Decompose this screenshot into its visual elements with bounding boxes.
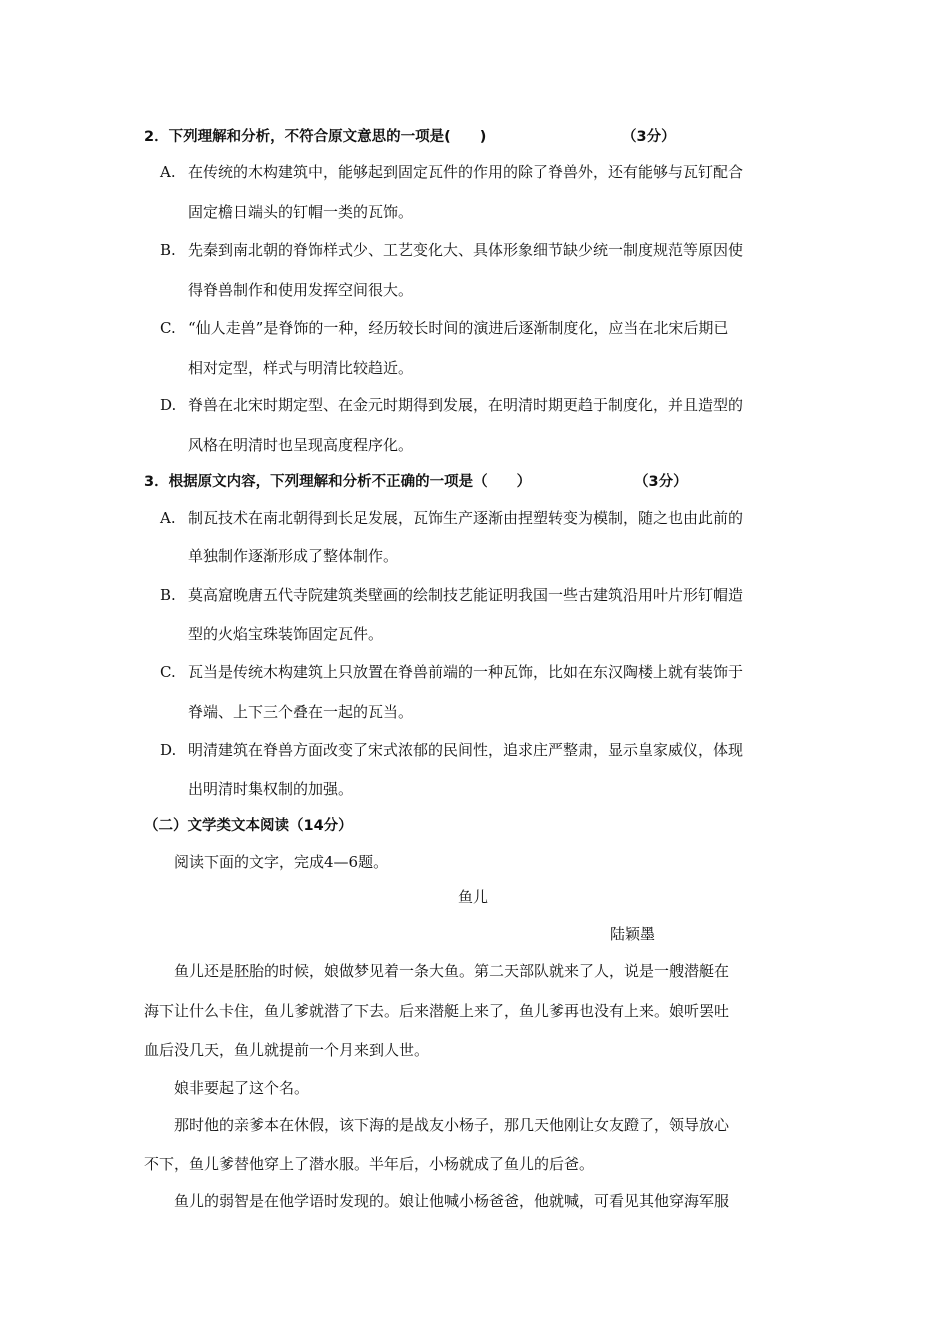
option-text: 瓦当是传统木构建筑上只放置在脊兽前端的一种瓦饰，比如在东汉陶楼上就有装饰于: [188, 663, 744, 681]
question-2-option-b-cont: 得脊兽制作和使用发挥空间很大。: [188, 281, 414, 299]
paragraph-line: 鱼儿的弱智是在他学语时发现的。娘让他喊小杨爸爸，他就喊，可看见其他穿海军服: [174, 1192, 730, 1210]
question-3-option-a: [160, 508, 743, 528]
option-text: 明清建筑在脊兽方面改变了宋式浓郁的民间性，追求庄严整肃，显示皇家威仪，体现: [188, 741, 744, 759]
paragraph-line: 娘非要起了这个名。: [174, 1079, 310, 1097]
option-letter: D.: [160, 396, 177, 414]
question-3-option-b-cont: 型的火焰宝珠装饰固定瓦件。: [188, 625, 384, 643]
question-2-text: 2．下列理解和分析，不符合原文意思的一项是( ): [144, 129, 487, 145]
question-3-text: 3．根据原文内容，下列理解和分析不正确的一项是（ ）: [144, 474, 532, 490]
option-text: 先秦到南北朝的脊饰样式少、工艺变化大、具体形象细节缺少统一制度规范等原因使: [188, 241, 744, 259]
question-2-option-b: [160, 240, 743, 260]
option-letter: D.: [160, 741, 177, 759]
question-3-option-b: [160, 585, 743, 605]
option-letter: A.: [160, 163, 176, 181]
question-3-stem: [144, 472, 531, 492]
story-author: 陆颖墨: [610, 925, 656, 943]
paragraph-line: 不下，鱼儿爹替他穿上了潜水服。半年后，小杨就成了鱼儿的后爸。: [144, 1155, 595, 1173]
option-letter: A.: [160, 509, 176, 527]
paragraph-line: 鱼儿还是胚胎的时候，娘做梦见着一条大鱼。第二天部队就来了人，说是一艘潜艇在: [174, 962, 730, 980]
story-title: 鱼儿: [458, 888, 489, 906]
question-3-option-a-cont: 单独制作逐渐形成了整体制作。: [188, 547, 399, 565]
question-3-option-d-cont: 出明清时集权制的加强。: [188, 780, 354, 798]
question-2-stem: [144, 127, 486, 147]
section-heading: （二）文学类文本阅读（14分）: [144, 818, 353, 834]
question-2-option-a-cont: 固定檐日端头的钉帽一类的瓦饰。: [188, 203, 414, 221]
option-letter: C.: [160, 663, 176, 681]
option-text: 莫高窟晚唐五代寺院建筑类壁画的绘制技艺能证明我国一些古建筑沿用叶片形钉帽造: [188, 586, 744, 604]
option-text: 制瓦技术在南北朝得到长足发展，瓦饰生产逐渐由捏塑转变为模制，随之也由此前的: [188, 509, 744, 527]
question-3-option-c: [160, 662, 743, 682]
option-text: “仙人走兽”是脊饰的一种，经历较长时间的演进后逐渐制度化，应当在北宋后期已: [188, 319, 729, 337]
question-2-option-c-cont: 相对定型，样式与明清比较趋近。: [188, 359, 414, 377]
question-2-option-d-cont: 风格在明清时也呈现高度程序化。: [188, 436, 414, 454]
question-2-score: （3分）: [622, 129, 676, 145]
option-letter: B.: [160, 586, 176, 604]
option-letter: B.: [160, 241, 176, 259]
option-letter: C.: [160, 319, 176, 337]
question-2-option-a: [160, 162, 743, 182]
question-3-option-d: [160, 740, 743, 760]
question-3-score: （3分）: [634, 474, 688, 490]
paragraph-line: 海下让什么卡住，鱼儿爹就潜了下去。后来潜艇上来了，鱼儿爹再也没有上来。娘听罢吐: [144, 1002, 730, 1020]
paragraph-line: 血后没几天，鱼儿就提前一个月来到人世。: [144, 1041, 430, 1059]
reading-instruction: 阅读下面的文字，完成4—6题。: [174, 853, 389, 871]
question-2-option-d: [160, 395, 743, 415]
paragraph-line: 那时他的亲爹本在休假，该下海的是战友小杨子，那几天他刚让女友蹬了，领导放心: [174, 1116, 730, 1134]
option-text: 脊兽在北宋时期定型、在金元时期得到发展，在明清时期更趋于制度化，并且造型的: [188, 396, 744, 414]
question-3-option-c-cont: 脊端、上下三个叠在一起的瓦当。: [188, 703, 414, 721]
option-text: 在传统的木构建筑中，能够起到固定瓦件的作用的除了脊兽外，还有能够与瓦钉配合: [188, 163, 744, 181]
question-2-option-c: [160, 318, 728, 338]
